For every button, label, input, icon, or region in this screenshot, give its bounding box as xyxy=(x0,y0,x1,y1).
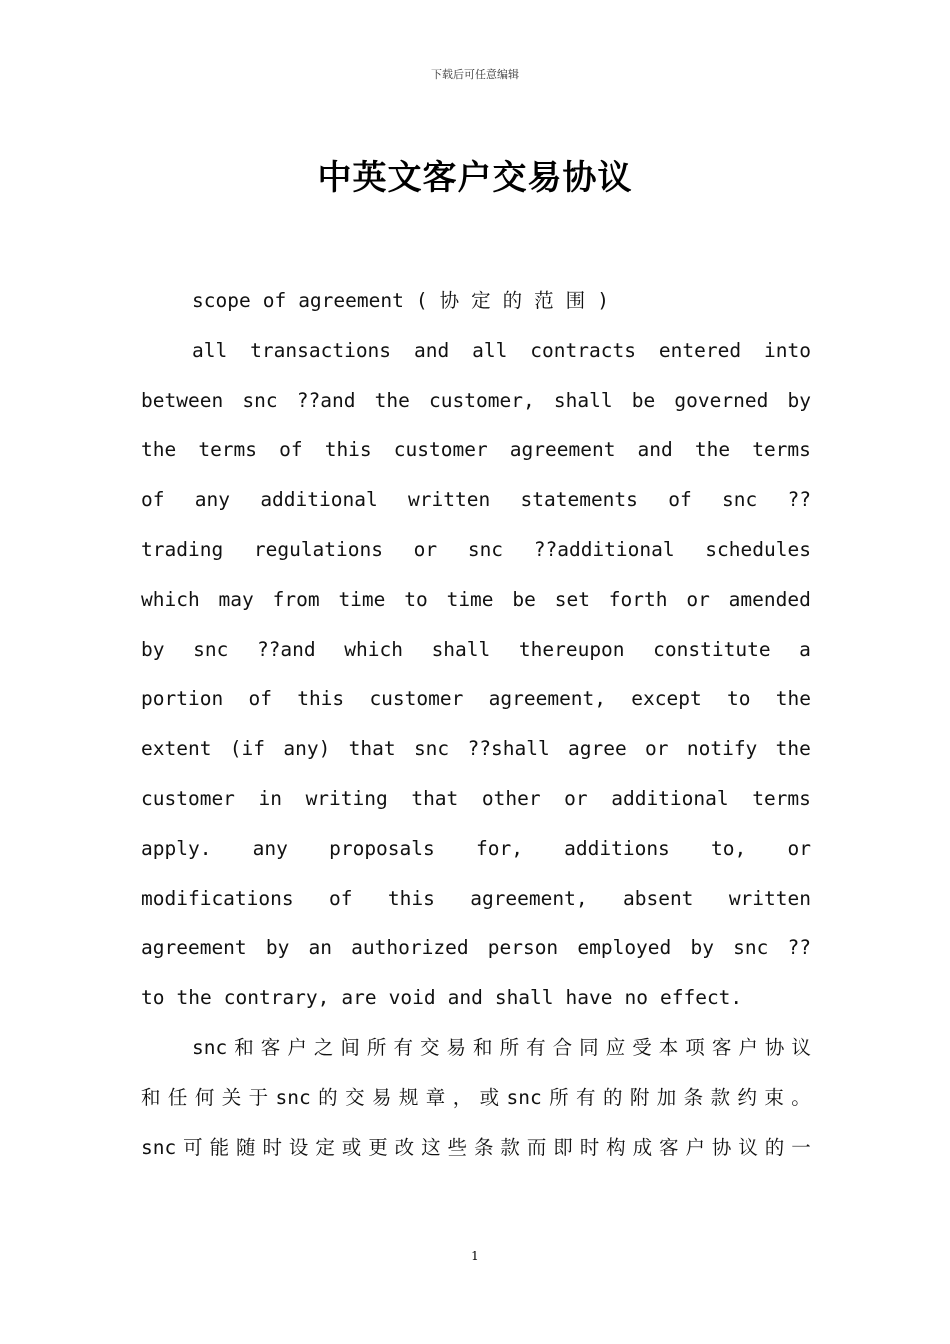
paragraph-line: between snc ??and the customer, shall be governed by xyxy=(141,388,811,412)
paragraph-line-cn: 和 任 何 关 于 snc 的 交 易 规 章 ， 或 snc 所 有 的 附 加 条 款 约 束 。 xyxy=(141,1085,811,1109)
paragraph-line: apply. any proposals for, additions to, or xyxy=(141,836,811,860)
paragraph-line: trading regulations or snc ??additional schedules xyxy=(141,537,811,561)
document-title: 中英文客户交易协议 xyxy=(317,158,633,198)
paragraph-line-cn: snc 可 能 随 时 设 定 或 更 改 这 些 条 款 而 即 时 构 成 客 户 协 议 的 一 xyxy=(141,1135,811,1159)
paragraph-line: by snc ??and which shall thereupon constitute a xyxy=(141,637,811,661)
paragraph-line: to the contrary, are void and shall have no effect. xyxy=(141,986,743,1010)
paragraph-line: portion of this customer agreement, except to the xyxy=(141,687,811,711)
paragraph-line: all transactions and all contracts entered into xyxy=(192,338,811,362)
paragraph-line: agreement by an authorized person employed by snc ?? xyxy=(141,936,811,960)
paragraph-line: extent (if any) that snc ??shall agree or notify the xyxy=(141,737,811,761)
paragraph-line: the terms of this customer agreement and the terms xyxy=(141,438,811,462)
document-body xyxy=(141,281,811,1177)
paragraph-line: customer in writing that other or additional terms xyxy=(141,786,811,810)
paragraph-line: of any additional written statements of snc ?? xyxy=(141,488,811,512)
paragraph-line: modifications of this agreement, absent written xyxy=(141,886,811,910)
section-heading: scope of agreement ( 协 定 的 范 围 ) xyxy=(192,289,609,312)
header-note: 下载后可任意编辑 xyxy=(431,68,519,81)
page-number: 1 xyxy=(471,1249,479,1263)
paragraph-line: which may from time to time be set forth or amended xyxy=(141,587,811,611)
paragraph-line-cn: snc 和 客 户 之 间 所 有 交 易 和 所 有 合 同 应 受 本 项 客 户 协 议 xyxy=(192,1035,811,1059)
